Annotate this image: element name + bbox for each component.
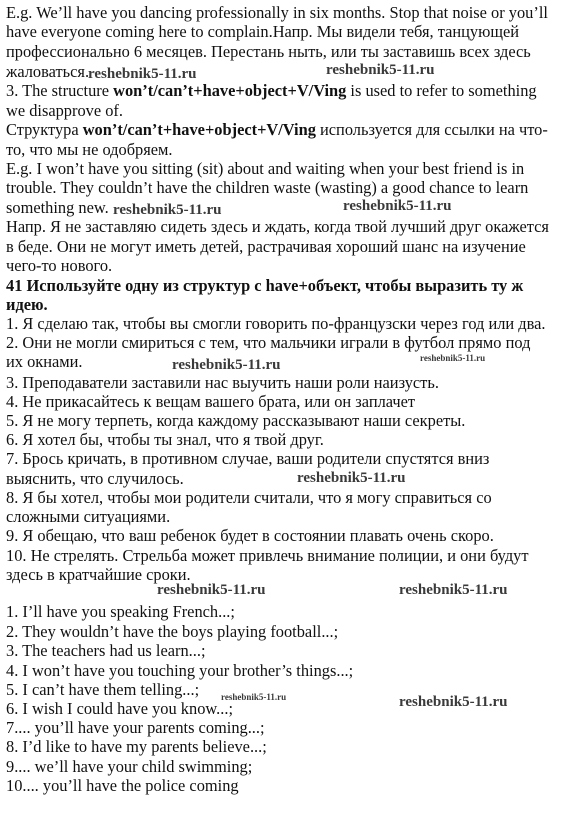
exercise-item: 7. Брось кричать, в противном случае, ваши родители спустятся вниз — [6, 449, 490, 468]
watermark: reshebnik5-11.ru — [157, 582, 266, 598]
example-line: trouble. They couldn’t have the children waste (wasting) a good chance to learn — [6, 178, 529, 197]
exercise-item: 1. Я сделаю так, чтобы вы смогли говорить по-французски через год или два. — [6, 314, 546, 333]
answer-line: 6. I wish I could have you know...; — [6, 699, 234, 718]
example-line: have everyone coming here to complain.Напр. Мы видели тебя, танцующей — [6, 22, 520, 41]
structure-formula: won’t/can’t+have+object+V/Ving — [82, 120, 316, 139]
exercise-item: 6. Я хотел бы, чтобы ты знал, что я твой друг. — [6, 430, 324, 449]
example-line: something new. — [6, 198, 109, 217]
structure-rule-translation — [6, 120, 548, 139]
exercise-item: их окнами. — [6, 352, 83, 371]
watermark: reshebnik5-11.ru — [420, 353, 486, 363]
rule-text: is used to refer to something — [346, 81, 537, 100]
watermark: reshebnik5-11.ru — [88, 66, 197, 82]
watermark: reshebnik5-11.ru — [399, 694, 508, 710]
watermark: reshebnik5-11.ru — [297, 470, 406, 486]
example-line: E.g. We’ll have you dancing professionally in six months. Stop that noise or you’ll — [6, 3, 548, 22]
answer-line: 5. I can’t have them telling...; — [6, 680, 200, 699]
exercise-item: 3. Преподаватели заставили нас выучить наши роли наизусть. — [6, 373, 439, 392]
answer-line: 9.... we’ll have your child swimming; — [6, 757, 253, 776]
answer-line: 1. I’ll have you speaking French...; — [6, 602, 235, 621]
structure-rule-line — [6, 81, 537, 100]
translation-line: в беде. Они не могут иметь детей, растрачивая хороший шанс на изучение — [6, 237, 526, 256]
watermark: reshebnik5-11.ru — [326, 62, 435, 78]
watermark: reshebnik5-11.ru — [343, 198, 452, 214]
structure-rule-line: we disapprove of. — [6, 101, 123, 120]
translation-line: жаловаться. — [6, 62, 90, 81]
answer-line: 8. I’d like to have my parents believe...; — [6, 737, 267, 756]
answer-line: 7.... you’ll have your parents coming...; — [6, 718, 265, 737]
exercise-item: 2. Они не могли смириться с тем, что мальчики играли в футбол прямо под — [6, 333, 531, 352]
translation-line: Напр. Я не заставляю сидеть здесь и ждать, когда твой лучший друг окажется — [6, 217, 549, 236]
watermark: reshebnik5-11.ru — [399, 582, 508, 598]
rule-text: используется для ссылки на что- — [315, 120, 548, 139]
answer-line: 3. The teachers had us learn...; — [6, 641, 206, 660]
rule-text: Структура — [6, 120, 83, 139]
translation-line: чего-то нового. — [6, 256, 113, 275]
exercise-item: 10. Не стрелять. Стрельба может привлечь внимание полиции, и они будут — [6, 546, 529, 565]
exercise-title: идею. — [6, 295, 48, 314]
structure-formula: won’t/can’t+have+object+V/Ving — [113, 81, 347, 100]
exercise-item: 9. Я обещаю, что ваш ребенок будет в состоянии плавать очень скоро. — [6, 526, 494, 545]
exercise-item: выяснить, что случилось. — [6, 469, 184, 488]
example-line: E.g. I won’t have you sitting (sit) about and waiting when your best friend is in — [6, 159, 525, 178]
translation-line: профессионально 6 месяцев. Перестань ныть, или ты заставишь всех здесь — [6, 42, 531, 61]
exercise-item: 8. Я бы хотел, чтобы мои родители считали, что я могу справиться со — [6, 488, 492, 507]
exercise-item: здесь в кратчайшие сроки. — [6, 565, 191, 584]
exercise-item: 5. Я не могу терпеть, когда каждому рассказывают наши секреты. — [6, 411, 466, 430]
answer-line: 10.... you’ll have the police coming — [6, 776, 239, 795]
watermark: reshebnik5-11.ru — [221, 692, 287, 702]
exercise-item: сложными ситуациями. — [6, 507, 171, 526]
exercise-title: 41 Используйте одну из структур с have+объект, чтобы выразить ту ж — [6, 276, 524, 295]
answer-line: 4. I won’t have you touching your brother’s things...; — [6, 661, 354, 680]
watermark: reshebnik5-11.ru — [113, 202, 222, 218]
exercise-item: 4. Не прикасайтесь к вещам вашего брата, или он заплачет — [6, 392, 416, 411]
rule-text: 3. The structure — [6, 81, 114, 100]
watermark: reshebnik5-11.ru — [172, 357, 281, 373]
structure-rule-translation: то, что мы не одобряем. — [6, 140, 173, 159]
answer-line: 2. They wouldn’t have the boys playing football...; — [6, 622, 339, 641]
